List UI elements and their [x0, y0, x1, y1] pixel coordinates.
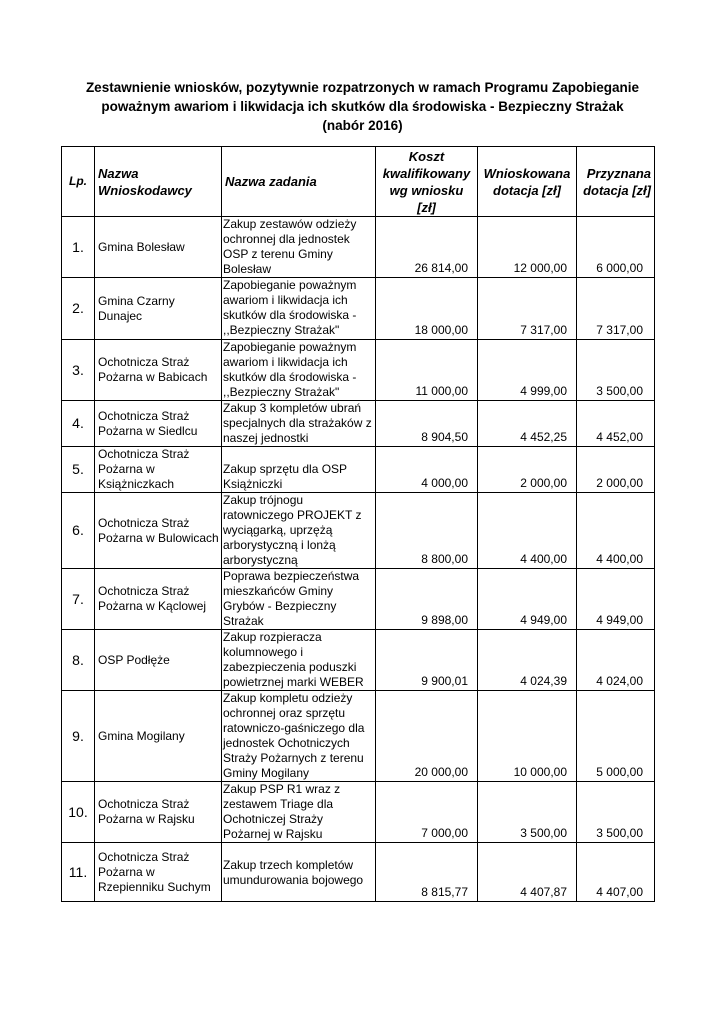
applicant-name: Gmina Mogilany [95, 691, 222, 782]
awarded-grant: 2 000,00 [577, 447, 655, 493]
table-row [62, 493, 655, 569]
requested-grant: 4 024,39 [478, 630, 577, 691]
table-row [62, 217, 655, 278]
applicant-name: OSP Podłęże [95, 630, 222, 691]
applicant-name: Gmina Czarny Dunajec [95, 278, 222, 340]
table-row [62, 278, 655, 340]
table-row [62, 782, 655, 843]
row-number: 11. [62, 843, 95, 902]
header-lp: Lp. [62, 147, 95, 217]
title-line: Zestawnienie wniosków, pozytywnie rozpatrzonych w ramach Programu Zapobieganie [85, 80, 640, 95]
table-row [62, 569, 655, 630]
applicant-name: Gmina Bolesław [95, 217, 222, 278]
applicant-name: Ochotnicza Straż Pożarna w Siedlcu [95, 401, 222, 447]
eligible-cost: 8 800,00 [376, 493, 478, 569]
eligible-cost: 7 000,00 [376, 782, 478, 843]
requested-grant: 2 000,00 [478, 447, 577, 493]
row-number: 4. [62, 401, 95, 447]
requested-grant: 4 407,87 [478, 843, 577, 902]
table-header-row [62, 147, 655, 217]
awarded-grant: 3 500,00 [577, 340, 655, 401]
row-number: 2. [62, 278, 95, 340]
task-name: Zakup 3 kompletów ubrań specjalnych dla strażaków z naszej jednostki [222, 401, 376, 447]
requested-grant: 10 000,00 [478, 691, 577, 782]
eligible-cost: 9 898,00 [376, 569, 478, 630]
eligible-cost: 4 000,00 [376, 447, 478, 493]
applicant-name: Ochotnicza Straż Pożarna w Kąclowej [95, 569, 222, 630]
header-applicant-name: Nazwa Wnioskodawcy [95, 147, 222, 217]
table-row [62, 843, 655, 902]
eligible-cost: 9 900,01 [376, 630, 478, 691]
task-name: Zakup trójnogu ratowniczego PROJEKT z wyciągarką, uprzężą arborystyczną i lonżą arborystyczną [222, 493, 376, 569]
document-title [30, 78, 695, 135]
requested-grant: 4 400,00 [478, 493, 577, 569]
task-name: Zakup zestawów odzieży ochronnej dla jednostek OSP z terenu Gminy Bolesław [222, 217, 376, 278]
header-requested-grant: Wnioskowana dotacja [zł] [478, 147, 577, 217]
task-name: Zakup rozpieracza kolumnowego i zabezpieczenia poduszki powietrznej marki WEBER [222, 630, 376, 691]
requested-grant: 7 317,00 [478, 278, 577, 340]
eligible-cost: 8 815,77 [376, 843, 478, 902]
task-name: Zakup PSP R1 wraz z zestawem Triage dla Ochotniczej Straży Pożarnej w Rajsku [222, 782, 376, 843]
task-name: Zapobieganie poważnym awariom i likwidacja ich skutków dla środowiska - ,,Bezpieczny Strażak" [222, 340, 376, 401]
table-row [62, 401, 655, 447]
task-name: Zakup trzech kompletów umundurowania bojowego [222, 843, 376, 902]
awarded-grant: 4 949,00 [577, 569, 655, 630]
header-awarded-grant: Przyznana dotacja [zł] [577, 147, 655, 217]
eligible-cost: 20 000,00 [376, 691, 478, 782]
requested-grant: 4 452,25 [478, 401, 577, 447]
applicant-name: Ochotnicza Straż Pożarna w Rajsku [95, 782, 222, 843]
task-name: Poprawa bezpieczeństwa mieszkańców Gminy Grybów - Bezpieczny Strażak [222, 569, 376, 630]
row-number: 8. [62, 630, 95, 691]
applications-table [61, 146, 655, 902]
eligible-cost: 11 000,00 [376, 340, 478, 401]
eligible-cost: 8 904,50 [376, 401, 478, 447]
task-name: Zapobieganie poważnym awariom i likwidacja ich skutków dla środowiska - ,,Bezpieczny Strażak" [222, 278, 376, 340]
requested-grant: 12 000,00 [478, 217, 577, 278]
awarded-grant: 4 407,00 [577, 843, 655, 902]
requested-grant: 4 949,00 [478, 569, 577, 630]
table-row [62, 447, 655, 493]
title-line: poważnym awariom i likwidacja ich skutków dla środowiska - Bezpieczny Strażak [101, 99, 624, 114]
awarded-grant: 3 500,00 [577, 782, 655, 843]
header-task-name: Nazwa zadania [222, 147, 376, 217]
header-eligible-cost: Koszt kwalifikowany wg wniosku [zł] [376, 147, 478, 217]
table-row [62, 340, 655, 401]
applicant-name: Ochotnicza Straż Pożarna w Książniczkach [95, 447, 222, 493]
row-number: 1. [62, 217, 95, 278]
row-number: 3. [62, 340, 95, 401]
applicant-name: Ochotnicza Straż Pożarna w Rzepienniku Suchym [95, 843, 222, 902]
table-row [62, 691, 655, 782]
awarded-grant: 4 452,00 [577, 401, 655, 447]
row-number: 10. [62, 782, 95, 843]
awarded-grant: 4 024,00 [577, 630, 655, 691]
row-number: 9. [62, 691, 95, 782]
task-name: Zakup kompletu odzieży ochronnej oraz sprzętu ratowniczo-gaśniczego dla jednostek Ochotniczych Straży Pożarnych z terenu Gminy Mogilany [222, 691, 376, 782]
row-number: 7. [62, 569, 95, 630]
awarded-grant: 6 000,00 [577, 217, 655, 278]
applicant-name: Ochotnicza Straż Pożarna w Bulowicach [95, 493, 222, 569]
awarded-grant: 5 000,00 [577, 691, 655, 782]
awarded-grant: 4 400,00 [577, 493, 655, 569]
eligible-cost: 18 000,00 [376, 278, 478, 340]
row-number: 5. [62, 447, 95, 493]
title-line: (nabór 2016) [322, 118, 403, 133]
eligible-cost: 26 814,00 [376, 217, 478, 278]
awarded-grant: 7 317,00 [577, 278, 655, 340]
requested-grant: 3 500,00 [478, 782, 577, 843]
row-number: 6. [62, 493, 95, 569]
applicant-name: Ochotnicza Straż Pożarna w Babicach [95, 340, 222, 401]
requested-grant: 4 999,00 [478, 340, 577, 401]
task-name: Zakup sprzętu dla OSP Książniczki [222, 447, 376, 493]
table-row [62, 630, 655, 691]
